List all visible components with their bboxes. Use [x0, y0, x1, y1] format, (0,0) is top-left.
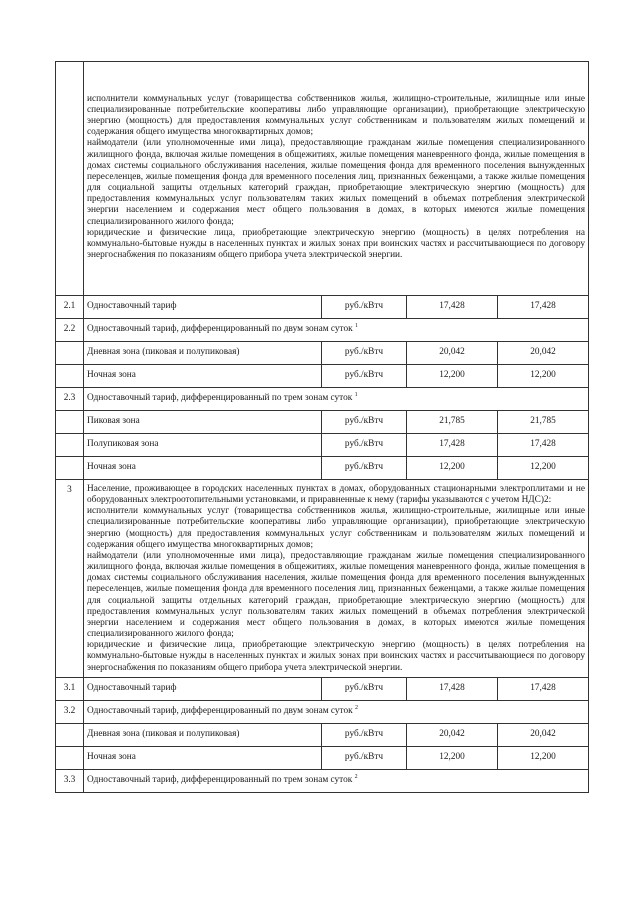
unit-cell: руб./кВтч — [322, 365, 407, 388]
row-number: 3 — [56, 480, 84, 678]
row-heading — [84, 319, 589, 342]
row-label: Одноставочный тариф, дифференцированный по трем зонам суток — [87, 775, 353, 786]
value-cell-2: 21,785 — [498, 411, 589, 434]
row-label: Ночная зона — [84, 457, 322, 480]
paragraph: Население, проживающее в городских населенных пунктах в домах, оборудованных стационарными электроплитами и не оборудованных электроотопительными установками, и приравненные к нему (тарифы указываются с учетом НДС)2: — [87, 484, 586, 506]
value-cell-2: 12,200 — [498, 365, 589, 388]
value-cell-1: 12,200 — [407, 365, 498, 388]
row-number: 2.3 — [56, 388, 84, 411]
table-row — [56, 365, 589, 388]
row-number: 2.1 — [56, 296, 84, 319]
value-cell-2: 17,428 — [498, 296, 589, 319]
value-cell-2: 12,200 — [498, 746, 589, 769]
row-label: Одноставочный тариф — [84, 677, 322, 700]
value-cell-1: 12,200 — [407, 457, 498, 480]
block3-description — [84, 480, 589, 678]
value-cell-1: 17,428 — [407, 296, 498, 319]
row-label: Полупиковая зона — [84, 434, 322, 457]
row-number: 3.2 — [56, 700, 84, 723]
row-number — [56, 746, 84, 769]
row-label: Одноставочный тариф, дифференцированный по трем зонам суток — [87, 393, 353, 404]
unit-cell: руб./кВтч — [322, 746, 407, 769]
row-label: Дневная зона (пиковая и полупиковая) — [84, 723, 322, 746]
table-row — [56, 723, 589, 746]
row-label: Ночная зона — [84, 365, 322, 388]
table-row — [56, 677, 589, 700]
value-cell-2: 20,042 — [498, 342, 589, 365]
row-number — [56, 434, 84, 457]
footnote-mark: 1 — [354, 392, 358, 399]
value-cell-2: 17,428 — [498, 434, 589, 457]
row-number: 3.1 — [56, 677, 84, 700]
row-number — [56, 723, 84, 746]
unit-cell: руб./кВтч — [322, 342, 407, 365]
value-cell-1: 17,428 — [407, 677, 498, 700]
row-label: Ночная зона — [84, 746, 322, 769]
unit-cell: руб./кВтч — [322, 677, 407, 700]
row-heading — [84, 388, 589, 411]
value-cell-2: 20,042 — [498, 723, 589, 746]
footnote-mark: 2 — [355, 704, 358, 711]
row-label: Одноставочный тариф, дифференцированный по двум зонам суток — [87, 324, 353, 335]
table-row — [56, 457, 589, 480]
row-label: Одноставочный тариф, дифференцированный по двум зонам суток — [87, 706, 353, 717]
table-row — [56, 342, 589, 365]
unit-cell: руб./кВтч — [322, 457, 407, 480]
table-row — [56, 769, 589, 792]
footnote-mark: 2 — [354, 773, 358, 780]
paragraph: исполнители коммунальных услуг (товарищества собственников жилья, жилищно-строительные, жилищные или иные специализированные потребительские кооперативы либо управляющие организации), приобретающие электрическую энергию (мощность) для предоставления коммунальных услуг собственникам и пользователям жилых помещений и содержания общего имущества многоквартирных домов; — [87, 93, 586, 138]
row-number — [56, 342, 84, 365]
row-number — [56, 365, 84, 388]
value-cell-2: 17,428 — [498, 677, 589, 700]
unit-cell: руб./кВтч — [322, 723, 407, 746]
table-row — [56, 296, 589, 319]
unit-cell: руб./кВтч — [322, 434, 407, 457]
footnote-mark: 1 — [355, 323, 358, 330]
paragraph: юридические и физические лица, приобретающие электрическую энергию (мощность) в целях потребления на коммунально-бытовые нужды в населенных пунктах и жилых зонах при воинских частях и рассчитывающиеся по договору энергоснабжения по показаниям общего прибора учета электрической энергии. — [87, 227, 586, 261]
row-block3 — [56, 480, 589, 678]
block1-description — [84, 62, 589, 296]
row-label: Дневная зона (пиковая и полупиковая) — [84, 342, 322, 365]
value-cell-1: 20,042 — [407, 342, 498, 365]
unit-cell: руб./кВтч — [322, 411, 407, 434]
paragraph: юридические и физические лица, приобретающие электрическую энергию (мощность) в целях потребления на коммунально-бытовые нужды в населенных пунктах и жилых зонах при воинских частях и рассчитывающиеся по договору энергоснабжения по показаниям общего прибора учета электрической энергии. — [87, 640, 586, 673]
paragraph: наймодатели (или уполномоченные ими лица), предоставляющие гражданам жилые помещения специализированного жилищного фонда, включая жилые помещения в общежитиях, жилые помещения маневренного фонда, жилые помещения в домах системы социального обслуживания населения, жилые помещения фонда для временного поселения вынужденных переселенцев, жилые помещения фонда для временного поселения лиц, признанных беженцами, а также жилые помещения для социальной защиты отдельных категорий граждан, приобретающие электрическую энергию (мощность) для предоставления коммунальных услуг пользователям таких жилых помещений в объемах потребления электрической энергии населением и содержания мест общего пользования в домах, в которых имеются жилые помещения специализированного жилого фонда; — [87, 550, 586, 640]
value-cell-1: 12,200 — [407, 746, 498, 769]
row-number — [56, 411, 84, 434]
table-row — [56, 700, 589, 723]
value-cell-1: 17,428 — [407, 434, 498, 457]
table-row — [56, 411, 589, 434]
table-row — [56, 388, 589, 411]
value-cell-1: 20,042 — [407, 723, 498, 746]
row-block1 — [56, 62, 589, 296]
value-cell-2: 12,200 — [498, 457, 589, 480]
paragraph: наймодатели (или уполномоченные ими лица), предоставляющие гражданам жилые помещения специализированного жилищного фонда, включая жилые помещения в общежитиях, жилые помещения маневренного фонда, жилые помещения в домах системы социального обслуживания населения, жилые помещения фонда для временного поселения вынужденных переселенцев, жилые помещения фонда для временного поселения лиц, признанных беженцами, а также жилые помещения для социальной защиты отдельных категорий граждан, приобретающие электрическую энергию (мощность) для предоставления коммунальных услуг пользователям таких жилых помещений в объемах потребления электрической энергии населением и содержания мест общего пользования в домах, в которых имеются жилые помещения специализированного жилого фонда; — [87, 138, 586, 227]
paragraph: исполнители коммунальных услуг (товарищества собственников жилья, жилищно-строительные, жилищные или иные специализированные потребительские кооперативы либо управляющие организации), приобретающие электрическую энергию (мощность) для предоставления коммунальных услуг собственникам и пользователям жилых помещений и содержания общего имущества многоквартирных домов; — [87, 506, 586, 550]
row-heading — [84, 700, 589, 723]
row-number — [56, 457, 84, 480]
row-number: 3.3 — [56, 769, 84, 792]
table-row — [56, 746, 589, 769]
row-label: Одноставочный тариф — [84, 296, 322, 319]
unit-cell: руб./кВтч — [322, 296, 407, 319]
row-number: 2.2 — [56, 319, 84, 342]
row-heading — [84, 769, 589, 792]
row-label: Пиковая зона — [84, 411, 322, 434]
tariff-table — [55, 61, 589, 793]
table-row — [56, 319, 589, 342]
row-number — [56, 62, 84, 296]
table-row — [56, 434, 589, 457]
value-cell-1: 21,785 — [407, 411, 498, 434]
